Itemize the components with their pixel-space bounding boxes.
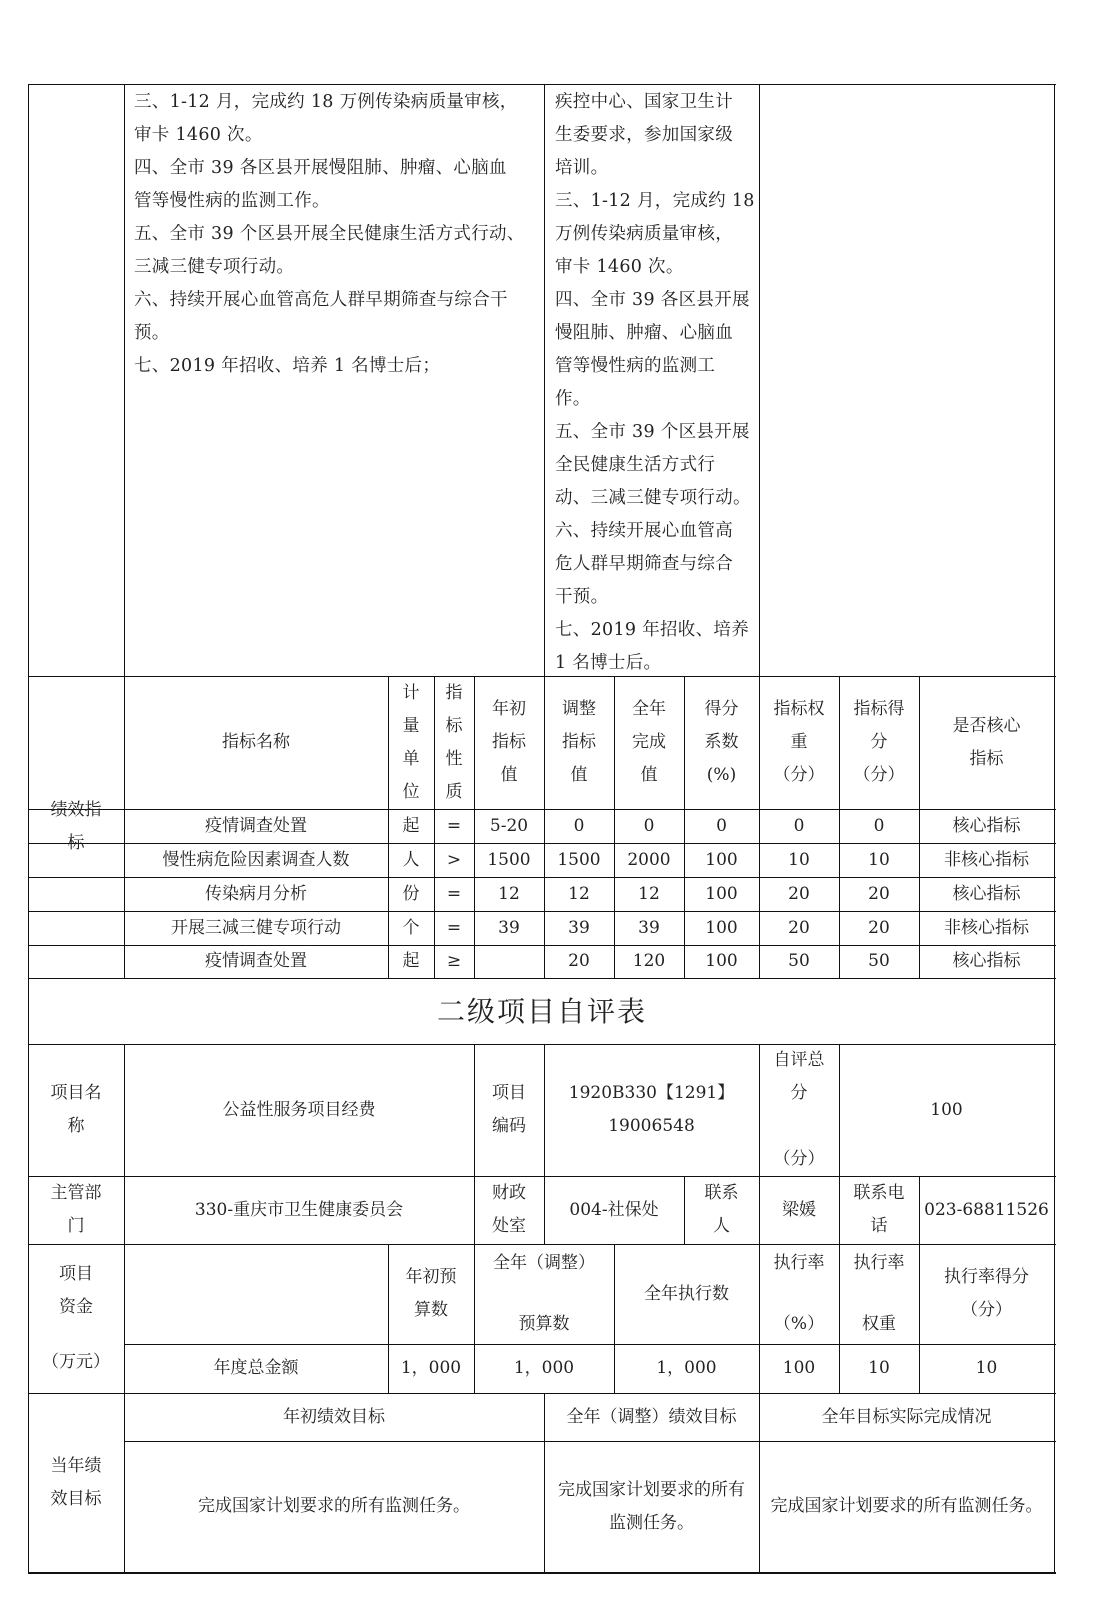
- row-nature: ≥: [446, 951, 462, 971]
- funds-label-unit: （万元）: [42, 1352, 110, 1372]
- text-line: 1 名博士后。: [555, 653, 662, 673]
- row-name: 慢性病危险因素调查人数: [162, 849, 350, 870]
- header-actual-value: 全年完成值: [632, 699, 666, 785]
- total-amount-label: 年度总金额: [213, 1358, 299, 1378]
- header-initial-value: 年初指标值: [492, 699, 526, 785]
- funds-h-rate-unit: （%）: [773, 1314, 825, 1334]
- text-line: 干预。: [555, 587, 609, 607]
- text-line: 七、2019 年招收、培养 1 名博士后；: [134, 356, 441, 376]
- row-weight: 50: [788, 951, 810, 971]
- text-line: 危人群早期筛查与综合: [555, 554, 733, 574]
- goal-actual: 完成国家计划要求的所有监测任务。: [770, 1496, 1043, 1516]
- total-score: 10: [975, 1358, 998, 1378]
- text-line: 慢阻肺、肿瘤、心脑血: [555, 323, 733, 343]
- row-actual: 0: [643, 815, 655, 836]
- row-coef: 100: [705, 951, 738, 971]
- project-name-label: 项目名称: [50, 1083, 102, 1136]
- row-core: 核心指标: [952, 883, 1021, 904]
- row-score: 0: [873, 815, 885, 836]
- row-actual: 12: [638, 883, 660, 904]
- header-unit: 计量单位: [402, 682, 420, 802]
- text-line: 三、1-12 月，完成约 18 万例传染病质量审核，: [134, 92, 518, 112]
- goal-h-initial: 年初绩效目标: [283, 1406, 385, 1427]
- header-indicator-name: 指标名称: [222, 732, 290, 752]
- row-weight: 20: [788, 917, 810, 938]
- text-line: 三减三健专项行动。: [134, 257, 295, 277]
- header-nature: 指标性质: [445, 682, 463, 802]
- row-score: 10: [868, 849, 890, 870]
- total-weight: 10: [868, 1358, 890, 1378]
- row-coef: 100: [705, 849, 738, 870]
- row-weight: 20: [788, 883, 810, 904]
- self-score-value: 100: [930, 1099, 963, 1120]
- row-coef: 100: [705, 917, 738, 938]
- text-line: 管等慢性病的监测工作。: [134, 191, 330, 211]
- self-score-label-unit: （分）: [773, 1149, 825, 1169]
- total-exec: 1，000: [656, 1358, 717, 1378]
- row-unit: 人: [402, 849, 420, 870]
- text-line: 五、全市 39 个区县开展: [555, 422, 750, 442]
- project-code-line: 1920B330【1291】: [568, 1083, 735, 1103]
- row-nature: =: [446, 917, 462, 938]
- row-initial: [474, 945, 544, 978]
- header-weight: 指标权重（分）: [773, 699, 825, 785]
- finance-value: 004-社保处: [569, 1199, 659, 1220]
- funds-h-rate-score: 执行率得分（分）: [944, 1267, 1029, 1320]
- text-line: 生委要求，参加国家级: [555, 125, 733, 145]
- goal-label: 当年绩效目标: [50, 1455, 102, 1509]
- text-line: 六、持续开展心血管高危人群早期筛查与综合干: [134, 290, 508, 310]
- row-nature: =: [446, 815, 462, 836]
- text-line: 四、全市 39 各区县开展慢阻肺、肿瘤、心脑血: [134, 158, 507, 178]
- header-adjusted-value: 调整指标值: [562, 699, 596, 785]
- goal-h-adjusted: 全年（调整）绩效目标: [566, 1406, 737, 1427]
- row-adjusted: 39: [568, 917, 590, 938]
- header-is-core: 是否核心指标: [952, 715, 1021, 769]
- row-core: 非核心指标: [944, 917, 1029, 938]
- row-weight: 10: [788, 849, 810, 870]
- text-line: 预。: [134, 323, 170, 343]
- phone-label: 联系电话: [853, 1183, 905, 1236]
- total-rate: 100: [782, 1358, 816, 1378]
- row-initial: 1500: [487, 849, 531, 870]
- text-line: 万例传染病质量审核，: [555, 224, 733, 244]
- row-initial: 39: [498, 917, 520, 938]
- row-actual: 39: [638, 917, 660, 938]
- row-score: 50: [868, 951, 890, 971]
- self-score-label-main: 自评总分: [773, 1050, 825, 1103]
- goal-adjusted: 完成国家计划要求的所有监测任务。: [558, 1479, 745, 1533]
- total-adjusted: 1，000: [513, 1358, 575, 1378]
- row-adjusted: 20: [568, 951, 590, 971]
- funds-h-weight: [839, 1244, 919, 1344]
- goal-initial: 完成国家计划要求的所有监测任务。: [198, 1496, 470, 1516]
- text-line: 作。: [555, 389, 591, 409]
- row-actual: 120: [632, 951, 666, 971]
- row-initial: 5-20: [489, 815, 529, 836]
- text-line: 五、全市 39 个区县开展全民健康生活方式行动、: [134, 224, 525, 244]
- form-title: 二级项目自评表: [436, 994, 647, 1028]
- project-name-value: 公益性服务项目经费: [222, 1099, 376, 1120]
- funds-h-adjusted: [474, 1244, 614, 1344]
- dept-value: 330-重庆市卫生健康委员会: [194, 1199, 404, 1220]
- text-line: 七、2019 年招收、培养: [555, 620, 749, 640]
- funds-h-weight-main: 执行率: [853, 1253, 905, 1273]
- row-actual: 2000: [627, 849, 671, 870]
- row-core: 核心指标: [952, 951, 1021, 971]
- dept-label: 主管部门: [50, 1183, 102, 1236]
- row-name: 传染病月分析: [205, 883, 307, 904]
- row-unit: 份: [402, 883, 420, 904]
- row-name: 疫情调查处置: [205, 815, 307, 836]
- row-initial: 12: [498, 883, 520, 904]
- text-line: 三、1-12 月，完成约 18: [555, 191, 755, 211]
- self-score-label: [759, 1044, 839, 1176]
- text-line: 动、三减三健专项行动。: [555, 488, 751, 508]
- text-line: 四、全市 39 各区县开展: [555, 290, 750, 310]
- contact-value: 梁媛: [782, 1199, 816, 1220]
- text-line: 培训。: [555, 158, 609, 178]
- evaluation-document: [28, 84, 1056, 1574]
- header-score-coef: 得分系数(%): [704, 699, 739, 785]
- funds-h-rate-main: 执行率: [773, 1253, 825, 1273]
- text-line: 六、持续开展心血管高: [555, 521, 733, 541]
- project-code-line: 19006548: [608, 1116, 695, 1136]
- contact-label: 联系人: [704, 1183, 739, 1236]
- funds-label-main: 项目资金: [59, 1264, 93, 1317]
- funds-h-exec: 全年执行数: [644, 1283, 729, 1304]
- row-coef: 100: [705, 883, 738, 904]
- funds-h-weight-sub: 权重: [862, 1314, 896, 1334]
- row-name: 开展三减三健专项行动: [171, 917, 341, 938]
- text-line: 审卡 1460 次。: [134, 125, 263, 145]
- text-line: 审卡 1460 次。: [555, 257, 684, 277]
- row-adjusted: 1500: [557, 849, 601, 870]
- funds-label: [28, 1244, 124, 1393]
- finance-label: 财政处室: [492, 1183, 526, 1236]
- total-initial: 1，000: [400, 1358, 462, 1378]
- perf-section-label: 绩效指标: [50, 800, 102, 853]
- right-report-text: [555, 86, 755, 680]
- row-unit: 起: [402, 951, 420, 971]
- left-report-text: [134, 86, 540, 383]
- phone-value: 023-68811526: [924, 1199, 1049, 1220]
- goal-h-actual: 全年目标实际完成情况: [821, 1406, 992, 1427]
- funds-h-adjusted-main: 全年（调整）: [493, 1253, 595, 1273]
- project-code-label: 项目编码: [492, 1083, 526, 1136]
- row-core: 核心指标: [952, 815, 1021, 836]
- funds-h-initial: 年初预算数: [405, 1267, 457, 1320]
- project-code-value: [544, 1044, 759, 1176]
- header-score: 指标得分（分）: [853, 699, 905, 785]
- row-adjusted: 12: [568, 883, 590, 904]
- row-score: 20: [868, 917, 890, 938]
- row-nature: >: [446, 849, 462, 870]
- text-line: 管等慢性病的监测工: [555, 356, 716, 376]
- row-adjusted: 0: [573, 815, 585, 836]
- row-unit: 起: [402, 815, 420, 836]
- row-nature: =: [446, 883, 462, 904]
- funds-h-rate: [759, 1244, 839, 1344]
- text-line: 疾控中心、国家卫生计: [555, 92, 733, 112]
- row-coef: 0: [716, 815, 727, 836]
- row-name: 疫情调查处置: [205, 951, 307, 971]
- row-score: 20: [868, 883, 890, 904]
- funds-h-adjusted-sub: 预算数: [518, 1314, 570, 1334]
- text-line: 全民健康生活方式行: [555, 455, 716, 475]
- row-core: 非核心指标: [944, 849, 1029, 870]
- row-unit: 个: [402, 917, 420, 938]
- row-weight: 0: [793, 815, 805, 836]
